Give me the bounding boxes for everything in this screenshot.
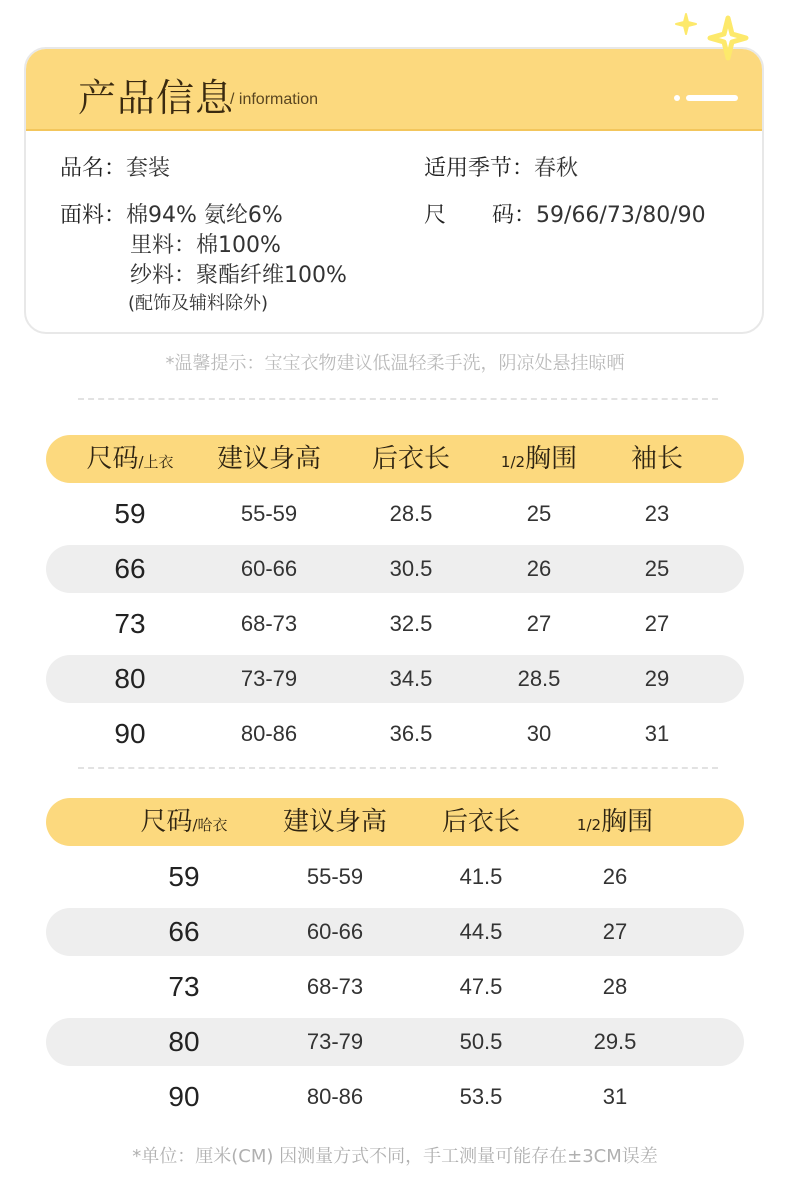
- table-cell: 60-66: [306, 919, 364, 944]
- table-cell: 73-79: [240, 666, 298, 691]
- gauze: [130, 261, 347, 291]
- header-label: 后衣长: [371, 444, 451, 474]
- table-cell: 55-59: [240, 501, 298, 526]
- table-cell: 29.5: [593, 1029, 637, 1054]
- sparkle-icon: [672, 8, 752, 72]
- header-bar-decoration: [686, 95, 738, 101]
- lining-value: 棉100%: [196, 233, 281, 258]
- header-dot-decoration: [674, 95, 680, 101]
- dashed-divider: [78, 767, 718, 769]
- table-cell: 80-86: [240, 721, 298, 746]
- size-cell: 59: [168, 861, 200, 892]
- lining-label: 里料：: [130, 233, 197, 258]
- care-tip: *温馨提示：宝宝衣物建议低温轻柔手洗，阴凉处悬挂晾晒: [165, 353, 625, 374]
- header-cell: [442, 798, 520, 846]
- header-label: 后衣长: [441, 807, 521, 837]
- size-range-label-2: 码：: [492, 203, 537, 228]
- product-info-card: [24, 47, 764, 334]
- table-cell: 30.5: [389, 556, 433, 581]
- table-cell: 34.5: [389, 666, 433, 691]
- fabric-label: 面料：: [60, 203, 127, 228]
- table-cell: 36.5: [389, 721, 433, 746]
- size-range-value: 59/66/73/80/90: [536, 203, 706, 228]
- header-cell: [501, 435, 577, 483]
- size-cell: 80: [168, 1026, 200, 1057]
- table-cell: 31: [602, 1084, 628, 1109]
- gauze-value: 聚酯纤维100%: [196, 263, 347, 288]
- table-header: [46, 435, 744, 483]
- size-cell: 80: [114, 663, 146, 694]
- header-cell: [283, 798, 387, 846]
- table-cell: 29: [644, 666, 670, 691]
- header-label: 袖长: [630, 444, 684, 474]
- header-label: 尺码: [86, 444, 139, 474]
- table-cell: 27: [644, 611, 670, 636]
- unit-note: *单位：厘米(CM) 因测量方式不同，手工测量可能存在±3CM误差: [132, 1146, 658, 1167]
- table-cell: 26: [602, 864, 628, 889]
- dashed-divider: [78, 398, 718, 400]
- table-cell: 26: [526, 556, 552, 581]
- header-suffix: /哈衣: [192, 816, 228, 834]
- season-value: 春秋: [534, 156, 579, 181]
- card-title: 产品信息: [78, 76, 235, 120]
- gauze-label: 纱料：: [130, 263, 197, 288]
- table-row-stripe: [46, 908, 744, 956]
- fabric: [60, 201, 283, 231]
- product-name-value: 套装: [126, 156, 171, 181]
- fabric-note: (配饰及辅料除外): [128, 293, 269, 314]
- table-cell: 27: [602, 919, 628, 944]
- table-cell: 60-66: [240, 556, 298, 581]
- header-cell: [372, 435, 450, 483]
- table-cell: 25: [526, 501, 552, 526]
- table-cell: 25: [644, 556, 670, 581]
- season: [424, 154, 578, 184]
- fabric-value: 棉94% 氨纶6%: [126, 203, 283, 228]
- table-cell: 68-73: [240, 611, 298, 636]
- header-cell: [631, 435, 683, 483]
- table-header: [46, 798, 744, 846]
- size-cell: 90: [168, 1081, 200, 1112]
- size-cell: 90: [114, 718, 146, 749]
- header-label: 建议身高: [216, 444, 322, 474]
- card-subtitle: / information: [230, 91, 319, 108]
- table-cell: 80-86: [306, 1084, 364, 1109]
- table-cell: 44.5: [459, 919, 503, 944]
- size-range-label-1: 尺: [424, 203, 447, 228]
- size-range: [424, 201, 706, 231]
- header-prefix: 1/2: [500, 453, 526, 471]
- header-suffix: /上衣: [138, 453, 174, 471]
- table-cell: 73-79: [306, 1029, 364, 1054]
- product-name-label: 品名：: [60, 156, 127, 181]
- header-cell: [86, 435, 173, 483]
- table-cell: 31: [644, 721, 670, 746]
- table-cell: 27: [526, 611, 552, 636]
- table-cell: 41.5: [459, 864, 503, 889]
- table-cell: 28.5: [389, 501, 433, 526]
- table-cell: 47.5: [459, 974, 503, 999]
- table-cell: 68-73: [306, 974, 364, 999]
- table-cell: 32.5: [389, 611, 433, 636]
- header-label: 建议身高: [282, 807, 388, 837]
- table-cell: 53.5: [459, 1084, 503, 1109]
- size-cell: 66: [114, 553, 146, 584]
- size-cell: 66: [168, 916, 200, 947]
- header-cell: [217, 435, 321, 483]
- table-cell: 30: [526, 721, 552, 746]
- header-label: 胸围: [601, 807, 654, 837]
- header-label: 胸围: [525, 444, 578, 474]
- table-cell: 28.5: [517, 666, 561, 691]
- size-cell: 73: [168, 971, 200, 1002]
- lining: [130, 231, 281, 261]
- season-label: 适用季节：: [424, 156, 535, 181]
- card-header: [26, 49, 762, 131]
- product-name: [60, 154, 170, 184]
- table-cell: 28: [602, 974, 628, 999]
- size-cell: 59: [114, 498, 146, 529]
- table-row-stripe: [46, 1018, 744, 1066]
- size-cell: 73: [114, 608, 146, 639]
- header-label: 尺码: [140, 807, 193, 837]
- table-cell: 50.5: [459, 1029, 503, 1054]
- table-cell: 23: [644, 501, 670, 526]
- header-cell: [140, 798, 227, 846]
- table-cell: 55-59: [306, 864, 364, 889]
- header-cell: [577, 798, 653, 846]
- header-prefix: 1/2: [576, 816, 602, 834]
